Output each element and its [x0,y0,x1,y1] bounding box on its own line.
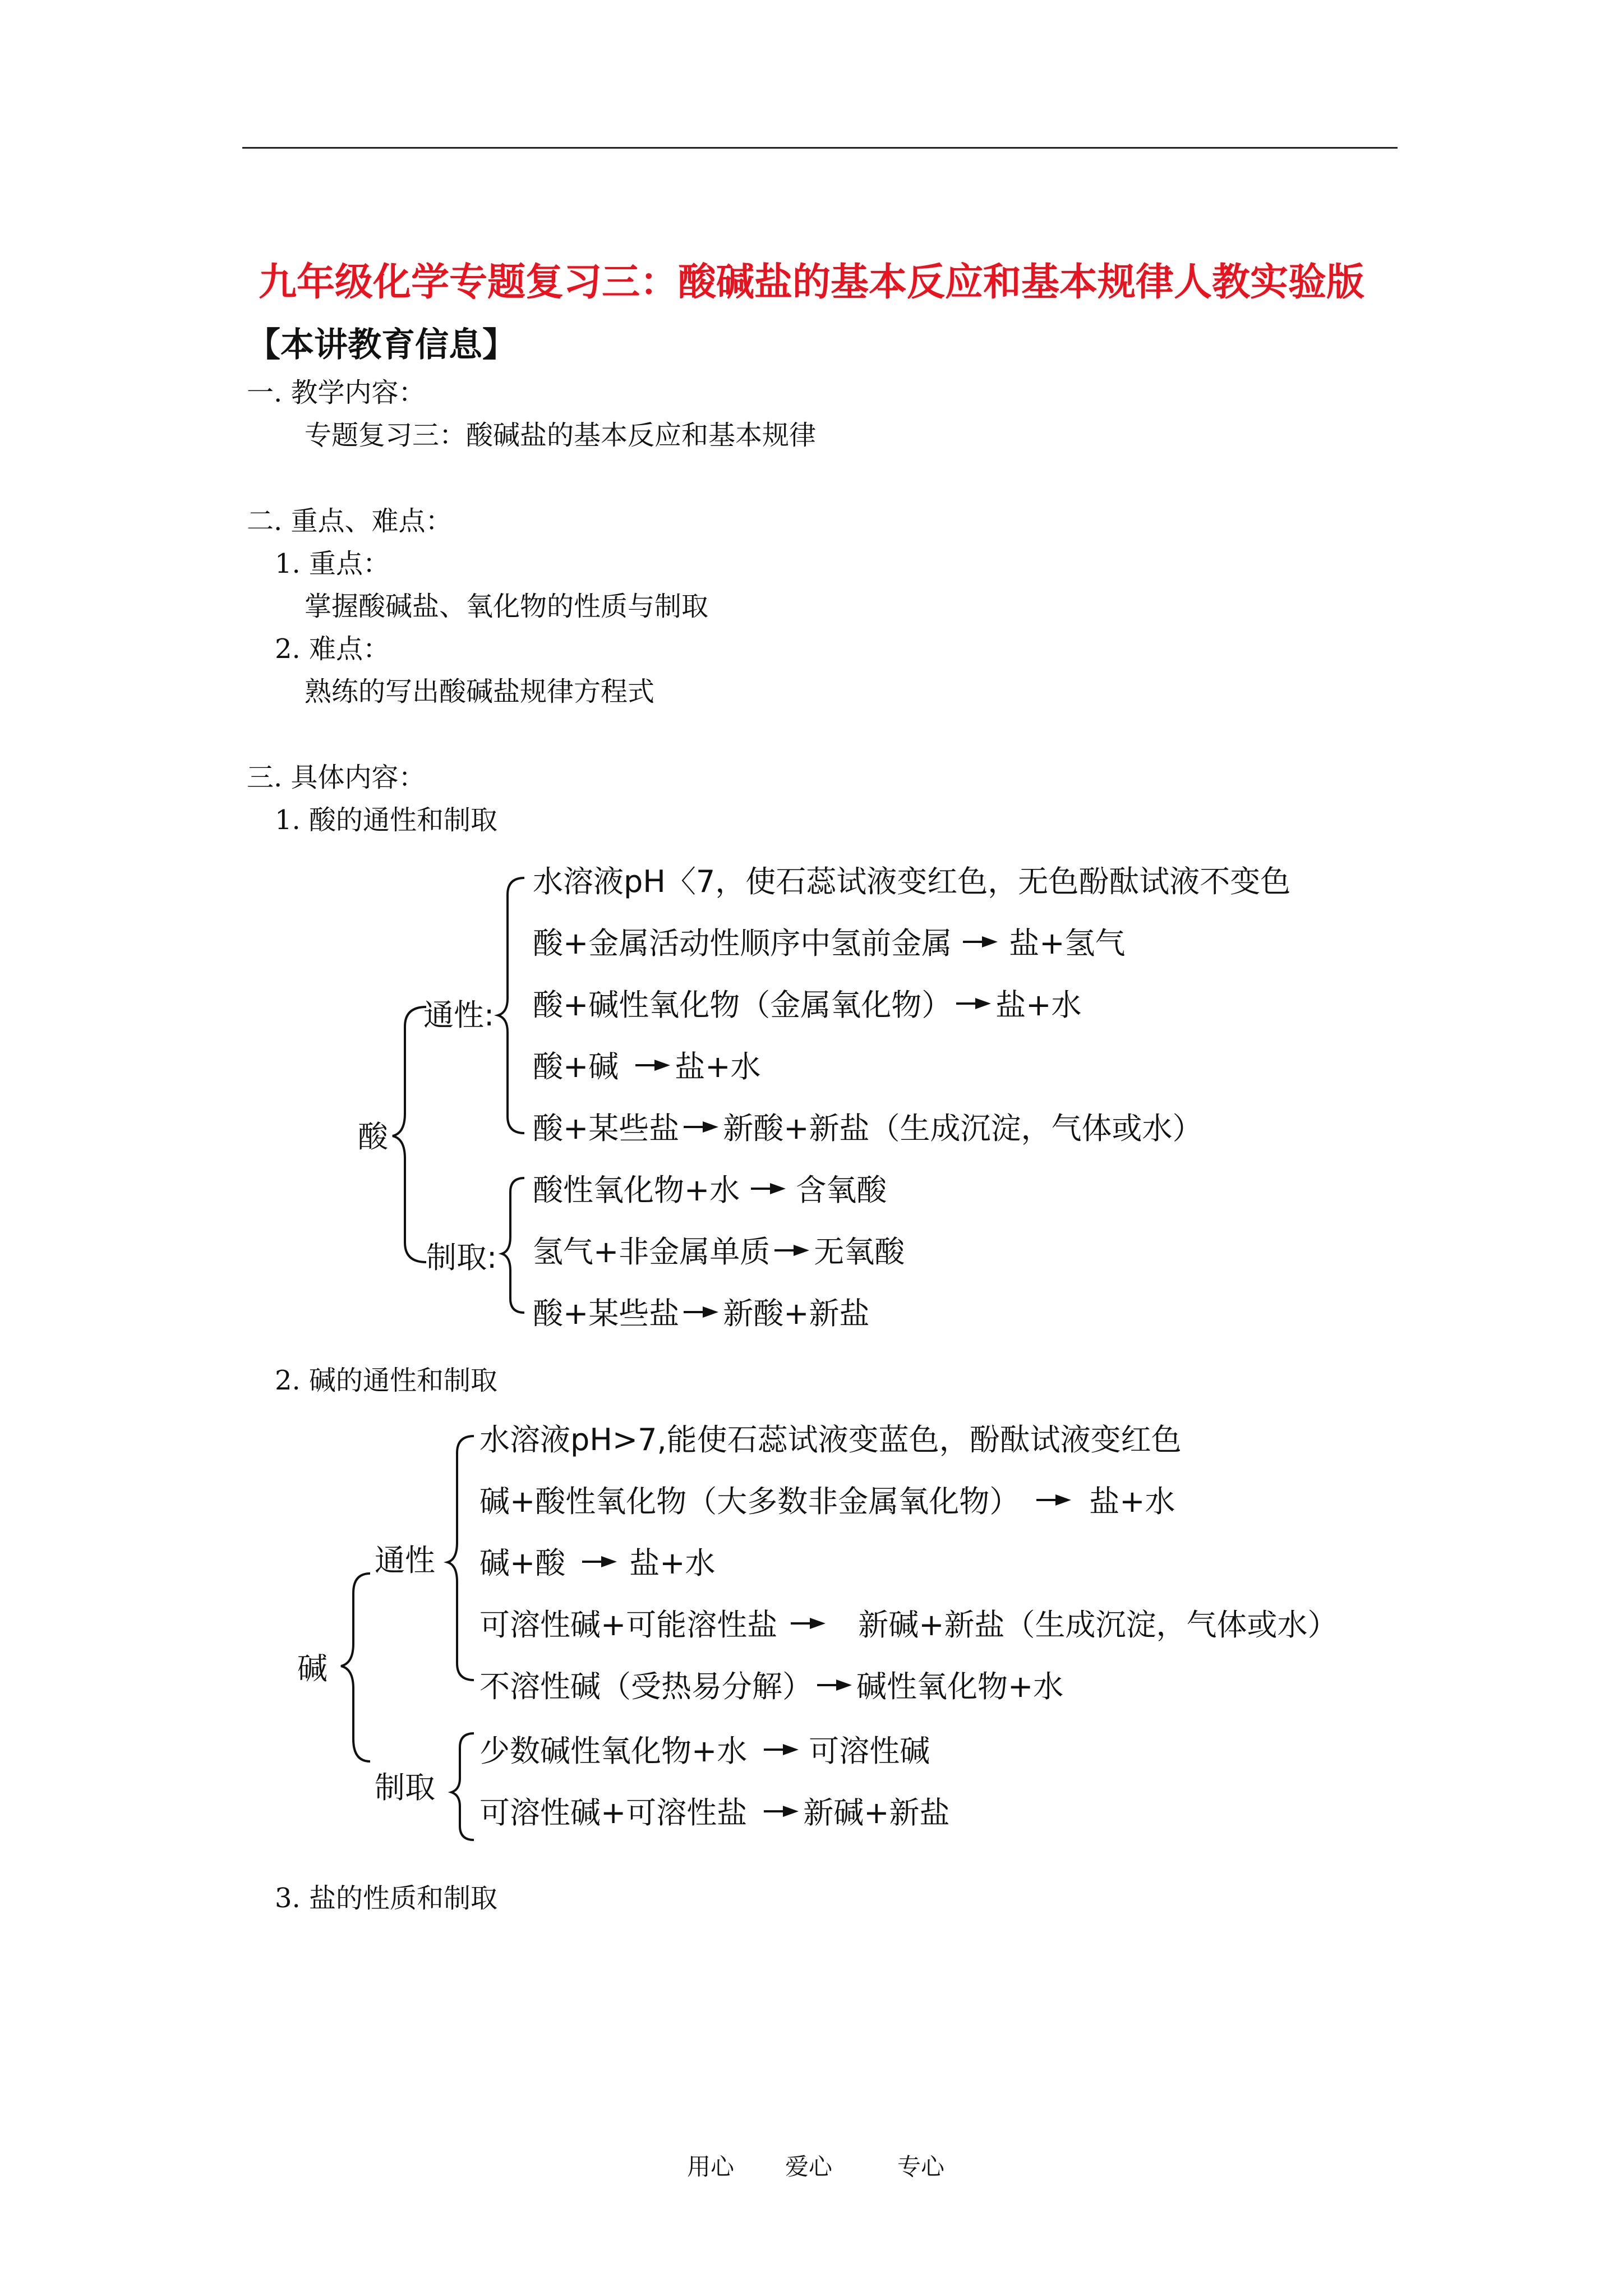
heading-base: 2. 碱的通性和制取 [275,1365,498,1396]
base-general-item [479,1607,1338,1642]
products-text: 可溶性碱 [809,1733,930,1769]
reactants-text: 酸+碱性氧化物（金属氧化物） [533,987,952,1023]
base-general-item [479,1545,716,1581]
heading-acid: 1. 酸的通性和制取 [275,804,498,836]
products-text: 盐+氢气 [1009,926,1126,961]
products-text: 碱性氧化物+水 [856,1669,1064,1704]
reactants-text: 酸+某些盐 [533,1111,680,1146]
products-text: 盐+水 [1089,1484,1175,1519]
reactants-text: 酸性氧化物+水 [533,1172,740,1208]
base-root-label: 碱 [297,1651,328,1686]
teaching-content-text: 专题复习三：酸碱盐的基本反应和基本规律 [305,420,817,451]
reactants-text: 酸+金属活动性顺序中氢前金属 [533,926,952,961]
products-text: 含氧酸 [796,1172,887,1208]
base-general-item [479,1669,1064,1704]
reactants-text: 不溶性碱（受热易分解） [479,1669,813,1704]
page-title: 九年级化学专题复习三：酸碱盐的基本反应和基本规律人教实验版 [258,260,1364,305]
arrow-icon [582,1556,617,1567]
arrow-icon [1036,1494,1071,1506]
reactants-text: 可溶性碱+可溶性盐 [479,1795,748,1830]
heading-salt: 3. 盐的性质和制取 [275,1883,498,1914]
base-prep-item [479,1733,930,1769]
base-general-item [479,1422,1182,1457]
heading-teaching-content: 一. 教学内容： [247,377,426,408]
reactants-text: 酸+某些盐 [533,1296,680,1331]
base-prep-item [479,1795,950,1830]
difficulty-text: 熟练的写出酸碱盐规律方程式 [305,676,655,707]
reactants-text: 少数碱性氧化物+水 [479,1733,748,1769]
key-point-text: 掌握酸碱盐、氧化物的性质与制取 [305,591,709,622]
acid-general-item-text: 水溶液pH〈7，使石蕊试液变红色，无色酚酞试液不变色 [533,864,1291,899]
base-prep-label: 制取 [375,1770,435,1805]
acid-prep-label: 制取: [426,1240,497,1275]
products-text: 新碱+新盐 [803,1795,950,1830]
reactants-text: 碱+酸性氧化物（大多数非金属氧化物） [479,1484,1020,1519]
reactants-text: 氢气+非金属单质 [533,1234,771,1269]
products-text: 新碱+新盐（生成沉淀，气体或水） [858,1607,1338,1642]
base-general-item-text: 水溶液pH>7,能使石蕊试液变蓝色，酚酞试液变红色 [479,1422,1182,1457]
arrow-icon [764,1806,799,1817]
acid-general-label: 通性: [423,997,495,1033]
footer-text: 专心 [897,2153,945,2180]
reactants-text: 酸+碱 [533,1049,619,1084]
products-text: 盐+水 [629,1545,716,1581]
base-general-item [479,1484,1175,1519]
arrow-icon [791,1618,826,1629]
products-text: 盐+水 [675,1049,761,1084]
base-general-label: 通性 [375,1543,435,1578]
products-text: 盐+水 [995,987,1082,1023]
arrow-icon [817,1680,852,1691]
heading-key-point: 1. 重点： [275,548,390,579]
heading-difficulty: 2. 难点： [275,633,390,665]
products-text: 新酸+新盐 [723,1296,870,1331]
footer-text: 爱心 [785,2153,833,2180]
section-header: 【本讲教育信息】 [247,325,516,365]
reactants-text: 可溶性碱+可能溶性盐 [479,1607,778,1642]
arrow-icon [764,1744,799,1755]
products-text: 新酸+新盐（生成沉淀，气体或水） [723,1111,1203,1146]
reactants-text: 碱+酸 [479,1545,566,1581]
acid-root-label: 酸 [358,1119,388,1154]
footer-text: 用心 [687,2153,735,2180]
products-text: 无氧酸 [814,1234,905,1269]
heading-key-points: 二. 重点、难点： [247,505,453,537]
heading-specific-content: 三. 具体内容： [247,762,426,793]
